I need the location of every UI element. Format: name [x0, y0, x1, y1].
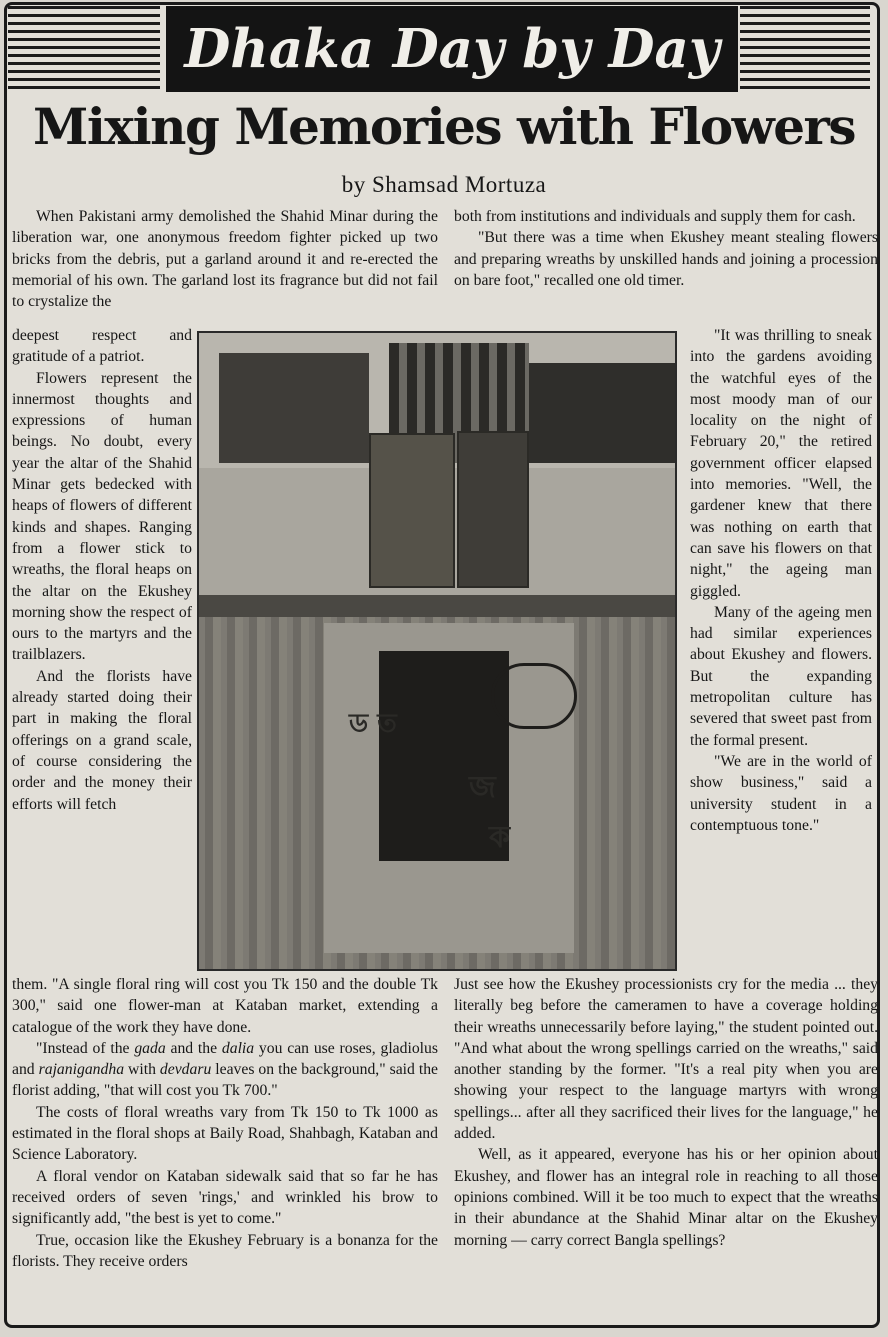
- column-1-narrow: [12, 325, 192, 969]
- byline: by Shamsad Mortuza: [341, 172, 547, 197]
- paragraph: Many of the ageing men had similar experiences about Ekushey and flowers. But the expanding metropolitan culture has severed that sweet past from the formal present.: [690, 603, 872, 749]
- headline: Mixing Memories with Flowers: [32, 97, 856, 156]
- column-2-top: [454, 206, 878, 328]
- section-banner: [166, 6, 738, 92]
- paragraph: When Pakistani army demolished the Shahid Minar during the liberation war, one anonymous freedom fighter picked up two bricks from the debris, put a garland around it and re-erected the memorial of his own. The garland lost its fragrance but did not fail to crystalize the: [12, 208, 438, 311]
- memorial-photo: ড ত জ ক: [197, 331, 677, 971]
- paragraph: Just see how the Ekushey processionists cry for the media ... they literally beg before the cameramen to have a coverage holding their wreaths unnecessarily before laying," the student pointed out. "And what about the wrong spellings carried on the wreaths," said another standing by the former. "It's a real pity when you are showing your respect to the language martyrs with wrong spellings... after all they sacrificed their lives for the language," he added.: [454, 976, 878, 1143]
- column-1-bottom: [12, 974, 438, 1326]
- paragraph: A floral vendor on Kataban sidewalk said that so far he has received orders of seven 'rings,' and wrinkled his brow to significantly add, "the best is yet to come.": [12, 1167, 438, 1228]
- paragraph: "But there was a time when Ekushey meant stealing flowers and preparing wreaths by unskilled hands and joining a procession on bare foot," recalled one old timer.: [454, 229, 878, 289]
- column-1-top: [12, 206, 438, 334]
- column-2-narrow: [690, 325, 872, 977]
- paragraph: them. "A single floral ring will cost you Tk 150 and the double Tk 300," said one flower-man at Kataban market, extending a catalogue of the work they have done.: [12, 976, 438, 1036]
- paragraph: both from institutions and individuals and supply them for cash.: [454, 208, 856, 225]
- column-2-bottom: [454, 974, 878, 1326]
- paragraph: True, occasion like the Ekushey February is a bonanza for the florists. They receive orders: [12, 1231, 438, 1270]
- section-title: Dhaka Day by Day: [184, 18, 720, 80]
- paragraph: "It was thrilling to sneak into the gardens avoiding the watchful eyes of the most moody man of our locality on the night of February 20," the retired government officer elapsed into memories. "Well, the gardener knew that there was nothing on earth that can save his flowers on that night," the ageing man giggled.: [690, 327, 872, 600]
- masthead-rule-right: [740, 6, 870, 92]
- paragraph: "Instead of the gada and the dalia you can use roses, gladiolus and rajanigandha with devdaru leaves on the background," said the florist adding, "that will cost you Tk 700.": [12, 1039, 438, 1100]
- masthead-rule-left: [8, 6, 160, 92]
- paragraph: And the florists have already started doing their part in making the floral offerings on a grand scale, of course considering the order and the money their efforts will fetch: [12, 667, 192, 813]
- paragraph: Well, as it appeared, everyone has his or her opinion about Ekushey, and flower has an integral role in reaching to all those opinions combined. Will it be too much to expect that the wreaths in their abundance at the Shahid Minar altar on the Ekushey morning — carry correct Bangla spellings?: [454, 1146, 878, 1249]
- paragraph: "We are in the world of show business," said a university student in a contemptuous tone.": [690, 752, 872, 834]
- paragraph: deepest respect and gratitude of a patriot.: [12, 327, 192, 366]
- paragraph: Flowers represent the innermost thoughts and expressions of human beings. No doubt, every year the altar of the Shahid Minar gets bedecked with heaps of flowers of different kinds and shapes. Ranging from a flower stick to wreaths, the floral heaps on the altar on the Ekushey morning show the respect of ours to the martyrs and the trailblazers.: [12, 369, 192, 664]
- paragraph: The costs of floral wreaths vary from Tk 150 to Tk 1000 as estimated in the floral shops at Baily Road, Shahbagh, Kataban and Science Laboratory.: [12, 1103, 438, 1164]
